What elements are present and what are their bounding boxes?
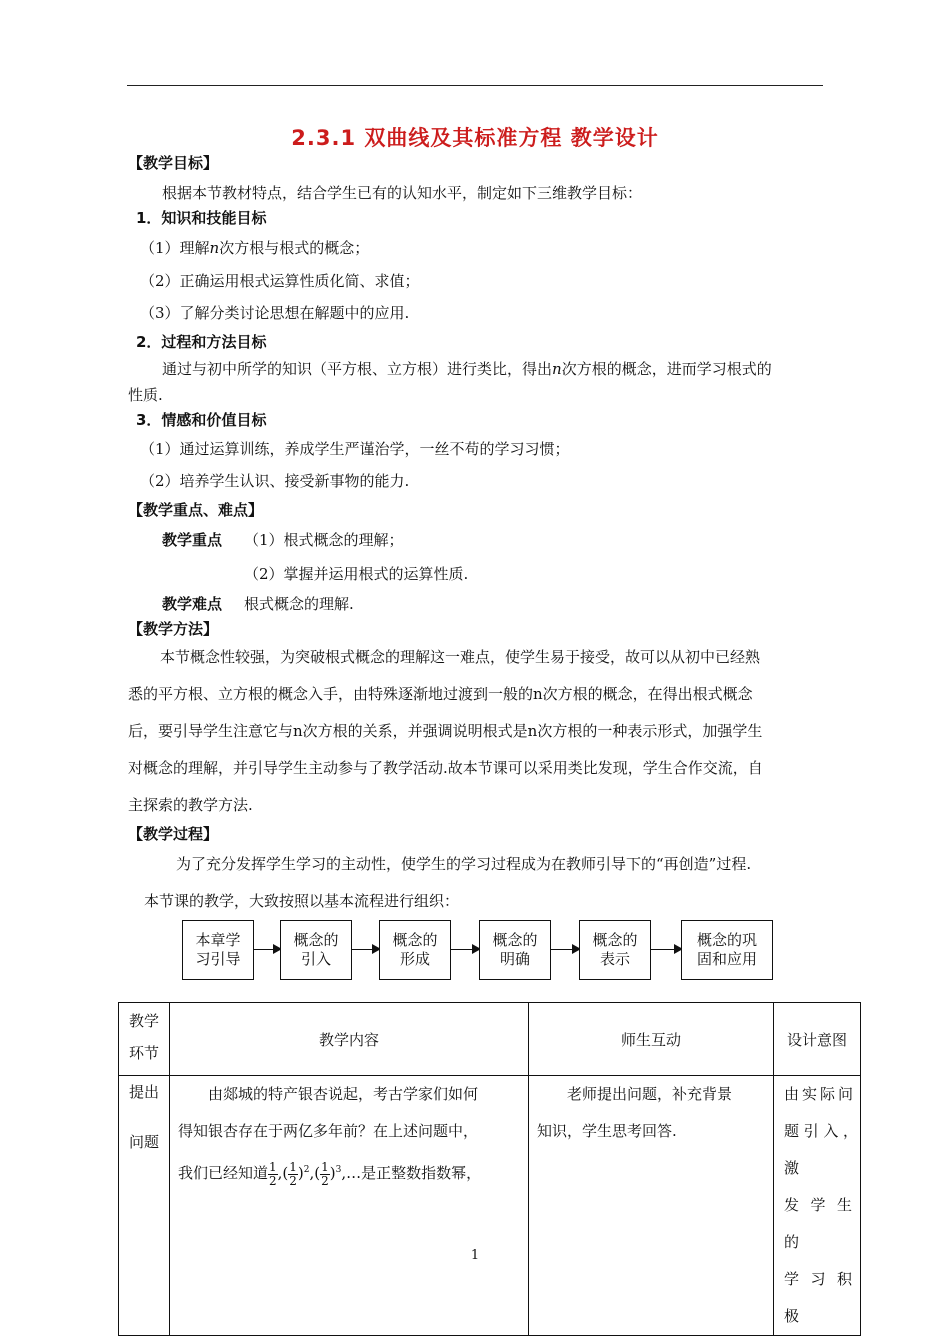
- method-heading: 【教学方法】: [128, 620, 219, 638]
- difficulty-text: 根式概念的理解.: [244, 595, 354, 613]
- flow-arrow-3: [451, 949, 479, 950]
- key-item-1: （1）根式概念的理解；: [244, 531, 404, 549]
- row-intent: 由实际问 题引入，激 发学生的 学习积极: [774, 1076, 861, 1336]
- process-method-heading: 2．过程和方法目标: [136, 333, 267, 351]
- key-item-2: （2）掌握并运用根式的运算性质.: [244, 565, 469, 583]
- method-line-3: 后，要引导学生注意它与n次方根的关系，并强调说明根式是n次方根的一种表示形式，加强学生: [128, 722, 763, 740]
- process-line-1: 为了充分发挥学生学习的主动性，使学生的学习过程成为在教师引导下的“再创造”过程.: [176, 855, 752, 873]
- flow-arrow-4: [551, 949, 579, 950]
- header-rule: [127, 85, 823, 86]
- header-intent: 设计意图: [774, 1003, 861, 1076]
- objectives-heading: 【教学目标】: [128, 154, 219, 172]
- knowledge-item-3: （3）了解分类讨论思想在解题中的应用.: [140, 304, 410, 322]
- process-method-line-1: 通过与初中所学的知识（平方根、立方根）进行类比，得出n次方根的概念，进而学习根式的: [162, 360, 772, 378]
- process-method-line-2: 性质.: [128, 386, 163, 404]
- page-number: 1: [470, 1248, 480, 1263]
- key-label: 教学重点: [162, 531, 223, 549]
- difficulty-label: 教学难点: [162, 595, 223, 613]
- row-stage: 提出 问题: [119, 1076, 170, 1336]
- row-content: 由郯城的特产银杏说起，考古学家们如何 得知银杏存在于两亿多年前？在上述问题中， 我们已经知道 $\frac{1}{2}$ ,( $\frac{1}{2}$ )$^2$,( $\frac{1}{2}$ )$^3$,…是正整数指数幂，: [170, 1076, 529, 1336]
- header-stage: 教学 环节: [119, 1003, 170, 1076]
- keypoints-heading: 【教学重点、难点】: [128, 501, 264, 519]
- knowledge-heading: 1．知识和技能目标: [136, 209, 267, 227]
- header-content: 教学内容: [170, 1003, 529, 1076]
- flow-step-6: 概念的巩 固和应用: [681, 920, 773, 980]
- method-line-2: 悉的平方根、立方根的概念入手，由特殊逐渐地过渡到一般的n次方根的概念，在得出根式概念: [128, 685, 753, 703]
- emotion-item-2: （2）培养学生认识、接受新事物的能力.: [140, 472, 410, 490]
- flow-arrow-2: [352, 949, 379, 950]
- table-header-row: [119, 1003, 861, 1076]
- method-line-1: 本节概念性较强，为突破根式概念的理解这一难点，使学生易于接受，故可以从初中已经熟: [160, 648, 761, 666]
- process-line-2: 本节课的教学，大致按照以基本流程进行组织：: [144, 892, 460, 910]
- document-title: 2.3.1 双曲线及其标准方程 教学设计: [291, 126, 659, 150]
- flow-step-1: 本章学 习引导: [182, 920, 254, 980]
- header-interaction: 师生互动: [529, 1003, 774, 1076]
- flow-step-2: 概念的 引入: [280, 920, 352, 980]
- table-row: [119, 1076, 861, 1336]
- flow-arrow-1: [254, 949, 280, 950]
- flow-step-4: 概念的 明确: [479, 920, 551, 980]
- flow-arrow-5: [651, 949, 681, 950]
- method-line-4: 对概念的理解，并引导学生主动参与了教学活动.故本节课可以采用类比发现，学生合作交流，自: [128, 759, 763, 777]
- row-interaction: 老师提出问题，补充背景 知识，学生思考回答.: [529, 1076, 774, 1336]
- process-heading: 【教学过程】: [128, 825, 219, 843]
- fraction-one-half: $\frac{1}{2}$: [269, 1159, 277, 1188]
- knowledge-item-2: （2）正确运用根式运算性质化简、求值；: [140, 272, 420, 290]
- objectives-intro: 根据本节教材特点，结合学生已有的认知水平，制定如下三维教学目标：: [162, 184, 643, 202]
- method-line-5: 主探索的教学方法.: [128, 796, 253, 814]
- flow-step-5: 概念的 表示: [579, 920, 651, 980]
- emotion-item-1: （1）通过运算训练，养成学生严谨治学，一丝不苟的学习习惯；: [140, 440, 570, 458]
- flow-step-3: 概念的 形成: [379, 920, 451, 980]
- knowledge-item-1: （1）理解n次方根与根式的概念；: [140, 239, 370, 257]
- emotion-heading: 3．情感和价值目标: [136, 411, 267, 429]
- process-table: [118, 1002, 861, 1336]
